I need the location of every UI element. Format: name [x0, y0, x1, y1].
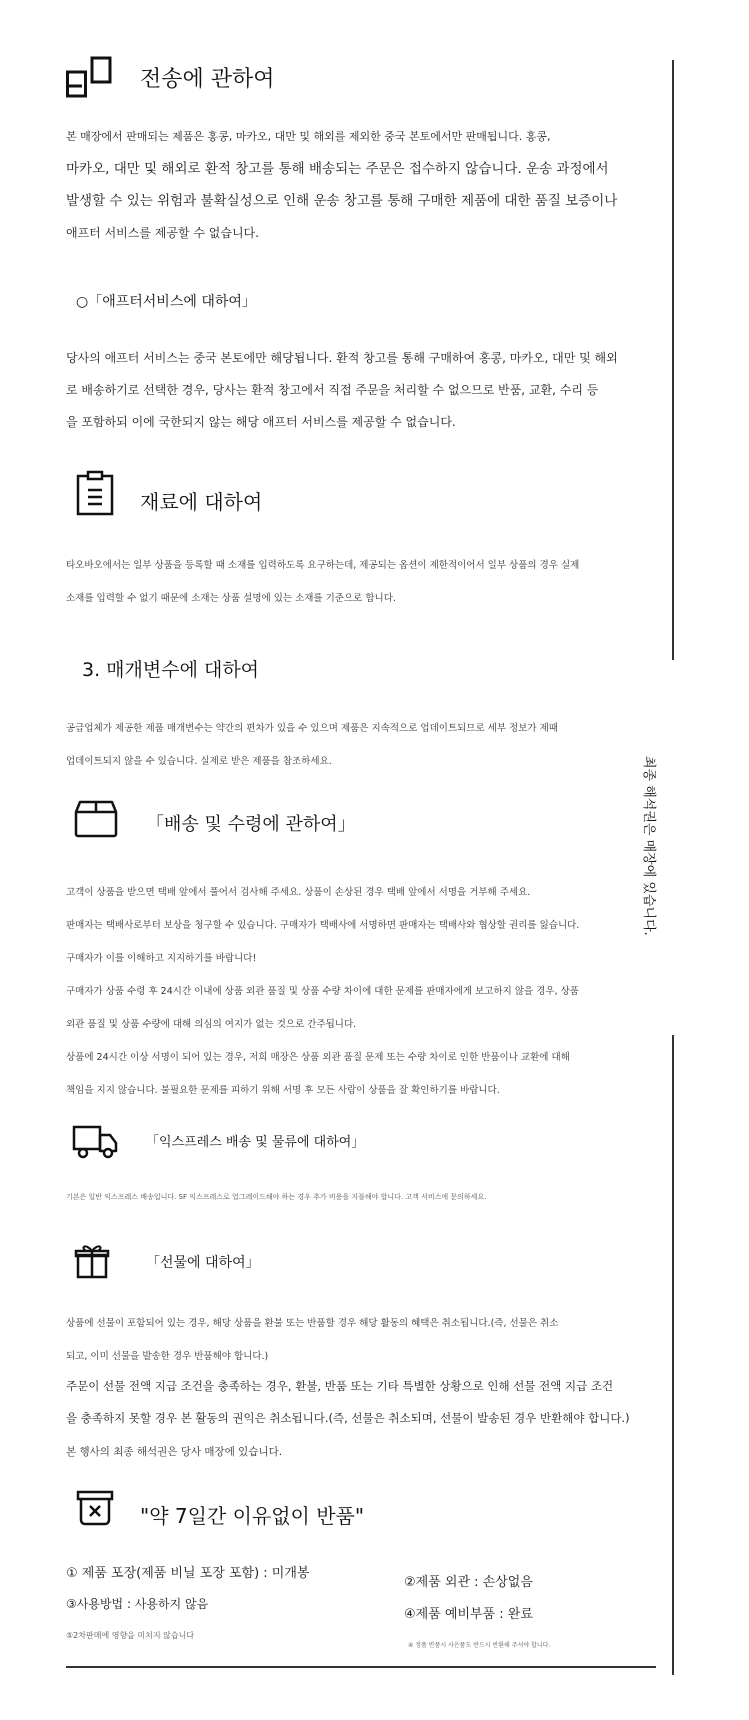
material-body: [66, 549, 579, 615]
clipboard-icon: [76, 470, 114, 516]
delivery-line: 외관 품질 및 상품 수량에 대해 의심의 여지가 없는 것으로 간주됩니다.: [66, 1019, 357, 1030]
shipping-line: 발생할 수 있는 위험과 불확실성으로 인해 운송 창고를 통해 구매한 제품에 대한 품질 보증이나: [66, 193, 618, 209]
delivery-line: 구매자가 이를 이해하고 지지하기를 바랍니다!: [66, 953, 257, 964]
truck-icon: [72, 1125, 118, 1159]
shipping-line: 본 매장에서 판매되는 제품은 홍콩, 마카오, 대만 및 해외를 제외한 중국 본토에서만 판매됩니다. 홍콩,: [66, 130, 551, 143]
after-service-body: [66, 342, 618, 438]
after-service-line: 로 배송하기로 선택한 경우, 당사는 환적 창고에서 직접 주문을 처리할 수 없으므로 반품, 교환, 수리 등: [66, 383, 599, 397]
delivery-line: 구매자가 상품 수령 후 24시간 이내에 상품 외관 품질 및 상품 수량 차이에 대한 문제를 판매자에게 보고하지 않을 경우, 상품: [66, 986, 579, 997]
gift-line: 상품에 선물이 포함되어 있는 경우, 해당 상품을 환불 또는 반품할 경우 해당 활동의 혜택은 취소됩니다.(즉, 선물은 취소: [66, 1318, 559, 1329]
shipping-line: 마카오, 대만 및 해외로 환적 창고를 통해 배송되는 주문은 접수하지 않습니다. 운송 과정에서: [66, 161, 609, 177]
express-title: 「익스프레스 배송 및 물류에 대하여」: [146, 1135, 365, 1150]
params-line: 공급업체가 제공한 제품 매개변수는 약간의 편차가 있을 수 있으며 제품은 지속적으로 업데이트되므로 세부 정보가 제때: [66, 723, 558, 734]
returns-condition-packaging: ① 제품 포장(제품 비닐 포장 포함) : 미개봉: [66, 1566, 310, 1581]
returns-title: "약 7일간 이유없이 반품": [140, 1504, 365, 1528]
material-line: 타오바오에서는 일부 상품을 등록할 때 소재를 입력하도록 요구하는데, 제공되는 옵션이 제한적이어서 일부 상품의 경우 실제: [66, 560, 580, 571]
after-service-title: ○「애프터서비스에 대하여」: [76, 294, 256, 310]
side-line-bottom: [672, 1035, 674, 1675]
delivery-title: 「배송 및 수령에 관하여」: [146, 814, 356, 835]
gift-icon: [74, 1243, 110, 1279]
params-title: 3. 매개변수에 대하여: [82, 659, 260, 681]
delivery-line: 고객이 상품을 받으면 택배 앞에서 풀어서 검사해 주세요. 상품이 손상된 경우 택배 앞에서 서명을 거부해 주세요.: [66, 887, 531, 898]
material-line: 소재를 입력할 수 없기 때문에 소재는 상품 설명에 있는 소재를 기준으로 합니다.: [66, 593, 396, 604]
after-service-line: 을 포함하되 이에 국한되지 않는 해당 애프터 서비스를 제공할 수 없습니다.: [66, 415, 456, 429]
shipping-title: 전송에 관하여: [140, 67, 275, 92]
returns-condition-resale: ⑤2차판매에 영향을 미치지 않습니다: [66, 1631, 195, 1640]
delivery-line: 상품에 24시간 이상 서명이 되어 있는 경우, 저희 매장은 상품 외관 품질 문제 또는 수량 차이로 인한 반품이나 교환에 대해: [66, 1052, 570, 1063]
gift-title: 「선물에 대하여」: [146, 1255, 260, 1271]
after-service-line: 당사의 애프터 서비스는 중국 본토에만 해당됩니다. 환적 창고를 통해 구매하여 홍콩, 마카오, 대만 및 해외: [66, 351, 618, 365]
side-note: 최종 해석권은 매장에 있습니다.: [641, 756, 656, 936]
returns-condition-parts: ④제품 예비부품 : 완료: [404, 1607, 533, 1622]
gift-body: [66, 1370, 630, 1434]
gift-line: 주문이 선물 전액 지급 조건을 충족하는 경우, 환불, 반품 또는 기타 특별한 상황으로 인해 선물 전액 지급 조건: [66, 1379, 614, 1393]
params-line: 업데이트되지 않을 수 있습니다. 실제로 받은 제품을 참조하세요.: [66, 756, 332, 767]
params-body: [66, 712, 558, 778]
gift-line: 되고, 이미 선물을 발송한 경우 반품해야 합니다.): [66, 1351, 269, 1362]
bottom-rule: [66, 1666, 656, 1668]
side-line-top: [672, 60, 674, 660]
material-title: 재료에 대하여: [140, 490, 263, 514]
delivery-body: [66, 876, 579, 1107]
returns-condition-usage: ③사용방법 : 사용하지 않음: [66, 1597, 209, 1611]
gift-body-small: [66, 1307, 558, 1373]
delivery-line: 판매자는 택배사로부터 보상을 청구할 수 있습니다. 구매자가 택배사에 서명하면 판매자는 택배사와 협상할 권리를 잃습니다.: [66, 920, 580, 931]
returns-condition-gift: ④ 정품 반품시 사은품도 반드시 반환해 주셔야 합니다.: [408, 1642, 551, 1649]
return-box-icon: [76, 1490, 114, 1526]
delivery-line: 책임을 지지 않습니다. 불필요한 문제를 피하기 위해 서명 후 모든 사람이 상품을 잘 확인하기를 바랍니다.: [66, 1085, 500, 1096]
express-note: 기본은 일반 익스프레스 배송입니다. SF 익스프레스로 업그레이드해야 하는 경우 추가 비용을 지불해야 합니다. 고객 서비스에 문의하세요.: [66, 1193, 487, 1201]
shipping-line: 애프터 서비스를 제공할 수 없습니다.: [66, 226, 259, 240]
gift-final: 본 행사의 최종 해석권은 당사 매장에 있습니다.: [66, 1446, 283, 1458]
window-shapes-icon: [66, 56, 118, 100]
box-icon: [74, 800, 118, 838]
shipping-body: [66, 121, 617, 249]
returns-condition-appearance: ②제품 외관 : 손상없음: [404, 1575, 533, 1590]
gift-line: 을 충족하지 못할 경우 본 활동의 권익은 취소됩니다.(즉, 선물은 취소되며, 선물이 발송된 경우 반환해야 합니다.): [66, 1411, 630, 1425]
